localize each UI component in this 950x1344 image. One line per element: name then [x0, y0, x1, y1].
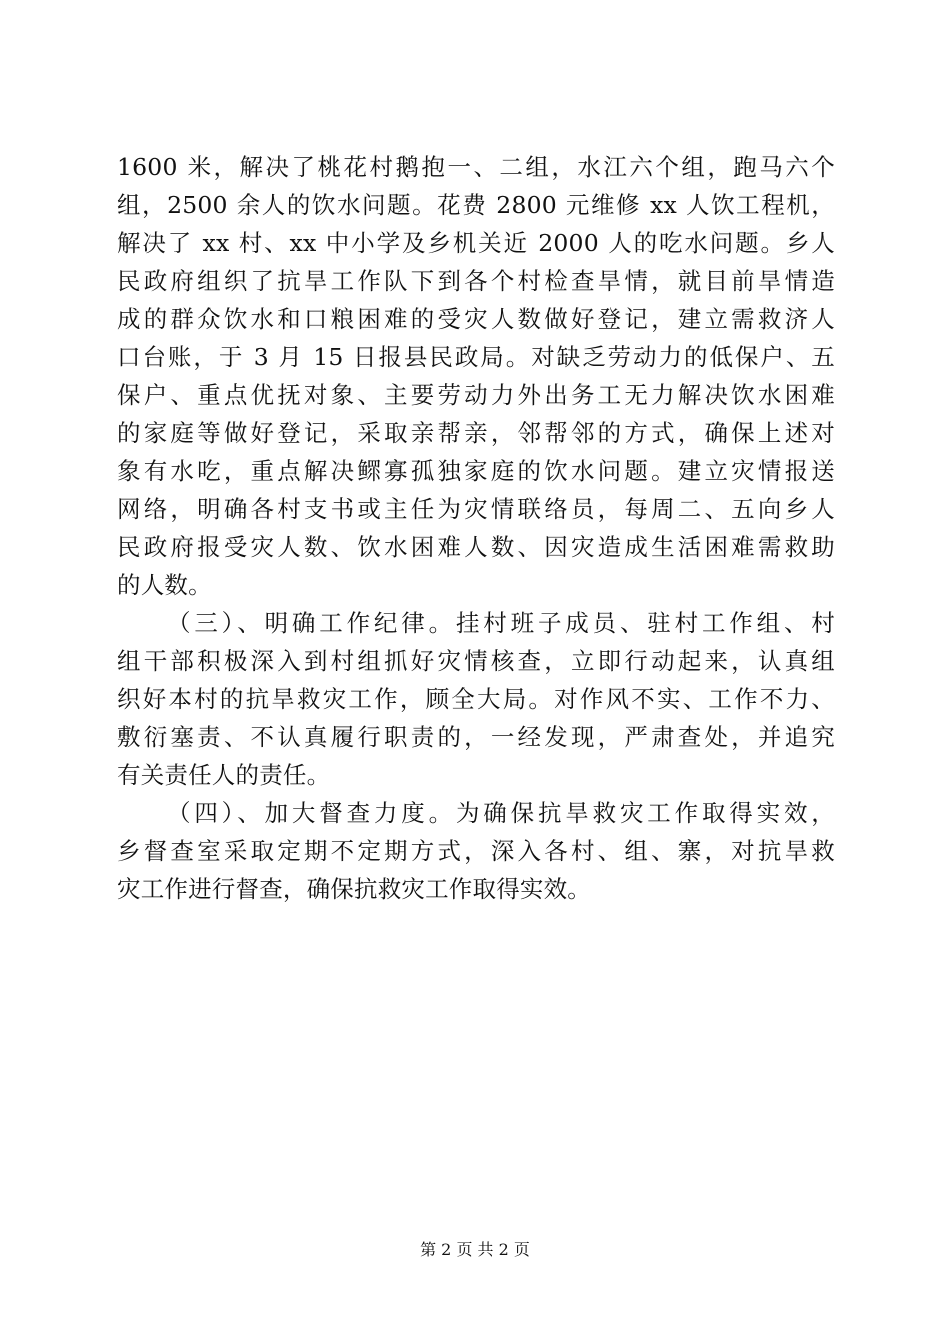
text-line: 成的群众饮水和口粮困难的受灾人数做好登记，建立需救济人	[117, 305, 835, 333]
text-line: 民政府报受灾人数、饮水困难人数、因灾造成生活困难需救助	[117, 533, 835, 561]
page-footer: 第 2 页 共 2 页	[420, 1240, 530, 1259]
text-line: 民政府组织了抗旱工作队下到各个村检查旱情，就目前旱情造	[117, 267, 835, 295]
text-line: 保户、重点优抚对象、主要劳动力外出务工无力解决饮水困难	[117, 381, 835, 409]
document-body	[117, 148, 835, 908]
text-line: 组，2500 余人的饮水问题。花费 2800 元维修 xx 人饮工程机，	[117, 191, 835, 219]
paragraph-heading-line: （三）、明确工作纪律。挂村班子成员、驻村工作组、村	[167, 609, 835, 637]
text-line: 有关责任人的责任。	[117, 761, 331, 789]
paragraph-heading-line: （四）、加大督查力度。为确保抗旱救灾工作取得实效，	[167, 799, 835, 827]
text-line: 组干部积极深入到村组抓好灾情核查，立即行动起来，认真组	[117, 647, 835, 675]
text-line: 的家庭等做好登记，采取亲帮亲，邻帮邻的方式，确保上述对	[117, 419, 835, 447]
text-line: 解决了 xx 村、xx 中小学及乡机关近 2000 人的吃水问题。乡人	[117, 229, 835, 257]
text-line: 织好本村的抗旱救灾工作，顾全大局。对作风不实、工作不力、	[117, 685, 835, 713]
text-line: 1600 米，解决了桃花村鹅抱一、二组，水江六个组，跑马六个	[117, 153, 835, 181]
text-line: 网络，明确各村支书或主任为灾情联络员，每周二、五向乡人	[117, 495, 835, 523]
text-line: 乡督查室采取定期不定期方式，深入各村、组、寨，对抗旱救	[117, 837, 835, 865]
text-line: 敷衍塞责、不认真履行职责的，一经发现，严肃查处，并追究	[117, 723, 835, 751]
text-line: 的人数。	[117, 571, 212, 599]
text-line: 灾工作进行督查，确保抗救灾工作取得实效。	[117, 875, 591, 903]
text-line: 口台账，于 3 月 15 日报县民政局。对缺乏劳动力的低保户、五	[117, 343, 835, 371]
text-line: 象有水吃，重点解决鳏寡孤独家庭的饮水问题。建立灾情报送	[117, 457, 835, 485]
